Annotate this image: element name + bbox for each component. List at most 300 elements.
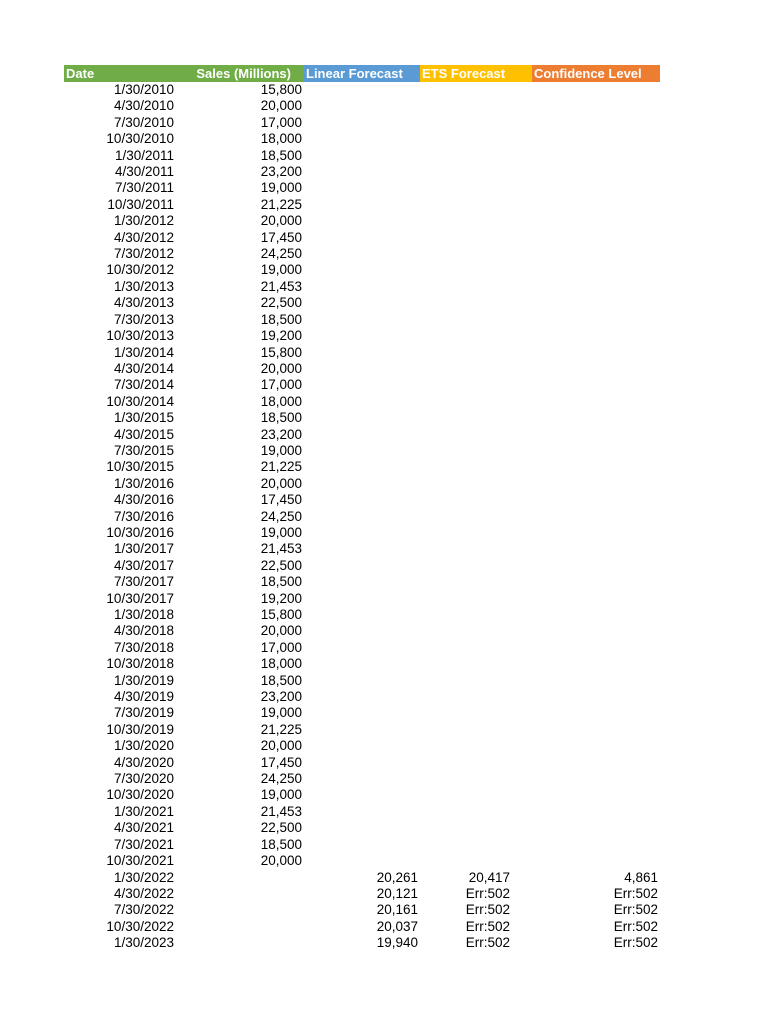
cell-ets-forecast[interactable]: Err:502 (465, 935, 510, 951)
cell-confidence-level[interactable] (532, 427, 660, 443)
cell-date[interactable]: 4/30/2019 (113, 689, 174, 705)
cell-linear-forecast[interactable] (304, 771, 420, 787)
cell-date[interactable]: 1/30/2015 (113, 410, 174, 426)
header-ets-forecast[interactable]: ETS Forecast (420, 65, 532, 82)
cell-sales[interactable]: 19,000 (260, 262, 302, 278)
cell-confidence-level[interactable] (532, 262, 660, 278)
cell-date[interactable]: 1/30/2011 (114, 147, 174, 163)
header-linear-forecast[interactable]: Linear Forecast (304, 65, 420, 82)
cell-ets-forecast[interactable] (420, 705, 532, 721)
cell-ets-forecast[interactable] (420, 771, 532, 787)
cell-ets-forecast[interactable] (420, 98, 532, 114)
cell-sales[interactable]: 17,000 (260, 639, 302, 655)
cell-sales[interactable]: 24,250 (260, 246, 302, 262)
cell-linear-forecast[interactable] (304, 459, 420, 475)
cell-linear-forecast[interactable] (304, 673, 420, 689)
cell-date[interactable]: 4/30/2022 (113, 885, 174, 901)
cell-linear-forecast[interactable] (304, 443, 420, 459)
cell-linear-forecast[interactable] (304, 148, 420, 164)
cell-confidence-level[interactable]: Err:502 (613, 902, 658, 918)
cell-linear-forecast[interactable] (304, 705, 420, 721)
cell-date[interactable]: 4/30/2013 (113, 295, 174, 311)
cell-sales[interactable]: 20,000 (260, 98, 302, 114)
cell-confidence-level[interactable] (532, 410, 660, 426)
cell-date[interactable]: 1/30/2018 (113, 607, 174, 622)
table-row (64, 295, 660, 311)
table-row (64, 180, 660, 196)
cell-linear-forecast[interactable]: 20,037 (376, 918, 418, 934)
cell-confidence-level[interactable] (532, 230, 660, 246)
cell-ets-forecast[interactable] (420, 230, 532, 246)
cell-linear-forecast[interactable] (304, 312, 420, 328)
cell-confidence-level[interactable] (532, 656, 660, 672)
cell-linear-forecast[interactable] (304, 820, 420, 836)
cell-sales[interactable]: 20,000 (260, 360, 302, 376)
cell-confidence-level[interactable] (532, 361, 660, 377)
cell-date[interactable]: 7/30/2011 (114, 180, 174, 196)
cell-linear-forecast[interactable] (304, 837, 420, 853)
cell-confidence-level[interactable] (532, 722, 660, 738)
cell-linear-forecast[interactable] (304, 574, 420, 590)
cell-sales[interactable]: 19,000 (260, 442, 302, 458)
cell-confidence-level[interactable] (532, 164, 660, 180)
cell-sales[interactable] (176, 886, 304, 902)
cell-linear-forecast[interactable] (304, 230, 420, 246)
header-sales[interactable]: Sales (Millions) (176, 65, 304, 82)
cell-date[interactable]: 10/30/2020 (106, 787, 174, 803)
cell-sales[interactable]: 19,200 (260, 590, 302, 606)
cell-date[interactable]: 7/30/2018 (113, 639, 174, 655)
cell-ets-forecast[interactable] (420, 115, 532, 131)
cell-confidence-level[interactable] (532, 197, 660, 213)
cell-linear-forecast[interactable] (304, 607, 420, 623)
cell-confidence-level[interactable] (532, 131, 660, 147)
cell-date[interactable]: 4/30/2012 (113, 229, 174, 245)
cell-ets-forecast[interactable]: Err:502 (465, 885, 510, 901)
cell-sales[interactable]: 22,500 (260, 557, 302, 573)
cell-date[interactable]: 7/30/2017 (113, 574, 174, 590)
cell-sales[interactable]: 22,500 (260, 820, 302, 836)
cell-confidence-level[interactable] (532, 771, 660, 787)
table-row (64, 262, 660, 278)
cell-sales[interactable]: 21,453 (260, 541, 302, 557)
cell-date[interactable]: 4/30/2011 (114, 164, 174, 180)
cell-ets-forecast[interactable] (420, 837, 532, 853)
cell-date[interactable]: 1/30/2013 (113, 278, 174, 294)
cell-sales[interactable]: 23,200 (260, 689, 302, 705)
cell-date[interactable]: 10/30/2010 (106, 131, 174, 147)
table-row (64, 98, 660, 114)
cell-sales[interactable]: 21,225 (260, 459, 302, 475)
cell-ets-forecast[interactable] (420, 394, 532, 410)
cell-date[interactable]: 1/30/2014 (113, 344, 174, 360)
cell-date[interactable]: 7/30/2016 (113, 508, 174, 524)
table-row (64, 787, 660, 803)
cell-linear-forecast[interactable] (304, 787, 420, 803)
cell-confidence-level[interactable] (532, 148, 660, 164)
cell-linear-forecast[interactable] (304, 361, 420, 377)
cell-linear-forecast[interactable] (304, 689, 420, 705)
cell-linear-forecast[interactable]: 19,940 (376, 935, 418, 951)
cell-sales[interactable]: 20,000 (260, 213, 302, 229)
cell-date[interactable]: 4/30/2021 (113, 820, 174, 836)
cell-ets-forecast[interactable] (420, 295, 532, 311)
cell-ets-forecast[interactable] (420, 591, 532, 607)
cell-confidence-level[interactable] (532, 459, 660, 475)
cell-linear-forecast[interactable] (304, 82, 420, 98)
cell-ets-forecast[interactable]: 20,417 (468, 869, 510, 885)
cell-sales[interactable]: 21,225 (260, 721, 302, 737)
cell-sales[interactable]: 18,500 (260, 574, 302, 590)
cell-ets-forecast[interactable] (420, 853, 532, 869)
cell-date[interactable]: 4/30/2014 (113, 360, 174, 376)
table-row (64, 492, 660, 508)
cell-confidence-level[interactable] (532, 705, 660, 721)
cell-ets-forecast[interactable] (420, 82, 532, 98)
cell-linear-forecast[interactable] (304, 98, 420, 114)
table-row (64, 377, 660, 393)
cell-linear-forecast[interactable] (304, 591, 420, 607)
cell-ets-forecast[interactable] (420, 640, 532, 656)
cell-date[interactable]: 4/30/2020 (113, 754, 174, 770)
cell-confidence-level[interactable] (532, 607, 660, 623)
table-row (64, 82, 660, 98)
cell-confidence-level[interactable] (532, 115, 660, 131)
cell-date[interactable]: 1/30/2017 (113, 541, 174, 557)
forecast-table (64, 65, 660, 952)
cell-confidence-level[interactable] (532, 213, 660, 229)
cell-date[interactable]: 1/30/2010 (113, 82, 174, 97)
cell-linear-forecast[interactable] (304, 115, 420, 131)
cell-sales[interactable]: 15,800 (260, 82, 302, 97)
cell-date[interactable]: 10/30/2012 (106, 262, 174, 278)
cell-ets-forecast[interactable] (420, 164, 532, 180)
cell-linear-forecast[interactable]: 20,121 (376, 885, 418, 901)
cell-sales[interactable]: 24,250 (260, 771, 302, 787)
cell-date[interactable]: 10/30/2018 (106, 656, 174, 672)
table-row (64, 673, 660, 689)
cell-confidence-level[interactable] (532, 689, 660, 705)
cell-ets-forecast[interactable] (420, 673, 532, 689)
table-row (64, 837, 660, 853)
cell-sales[interactable]: 23,200 (260, 426, 302, 442)
table-row (64, 722, 660, 738)
cell-confidence-level[interactable] (532, 820, 660, 836)
cell-date[interactable]: 10/30/2017 (106, 590, 174, 606)
cell-confidence-level[interactable] (532, 738, 660, 754)
cell-date[interactable]: 1/30/2021 (113, 803, 174, 819)
cell-confidence-level[interactable] (532, 525, 660, 541)
cell-sales[interactable]: 21,453 (260, 278, 302, 294)
cell-date[interactable]: 7/30/2019 (113, 705, 174, 721)
cell-sales[interactable]: 21,225 (260, 196, 302, 212)
cell-date[interactable]: 1/30/2019 (113, 672, 174, 688)
cell-ets-forecast[interactable] (420, 345, 532, 361)
cell-linear-forecast[interactable] (304, 525, 420, 541)
cell-ets-forecast[interactable] (420, 509, 532, 525)
cell-date[interactable]: 4/30/2018 (113, 623, 174, 639)
table-row (64, 279, 660, 295)
table-row (64, 148, 660, 164)
cell-confidence-level[interactable] (532, 246, 660, 262)
cell-confidence-level[interactable] (532, 394, 660, 410)
cell-linear-forecast[interactable] (304, 345, 420, 361)
cell-sales[interactable]: 18,500 (260, 311, 302, 327)
cell-date[interactable]: 10/30/2014 (106, 393, 174, 409)
cell-confidence-level[interactable] (532, 574, 660, 590)
cell-sales[interactable] (176, 902, 304, 918)
cell-date[interactable]: 7/30/2021 (113, 836, 174, 852)
cell-ets-forecast[interactable] (420, 427, 532, 443)
table-row (64, 312, 660, 328)
cell-ets-forecast[interactable] (420, 443, 532, 459)
cell-sales[interactable]: 18,500 (260, 672, 302, 688)
cell-date[interactable]: 10/30/2011 (107, 196, 174, 212)
cell-ets-forecast[interactable] (420, 558, 532, 574)
cell-ets-forecast[interactable]: Err:502 (465, 918, 510, 934)
cell-confidence-level[interactable] (532, 476, 660, 492)
cell-date[interactable]: 7/30/2022 (113, 902, 174, 918)
cell-ets-forecast[interactable] (420, 656, 532, 672)
cell-sales[interactable]: 17,450 (260, 229, 302, 245)
cell-linear-forecast[interactable] (304, 164, 420, 180)
cell-ets-forecast[interactable] (420, 459, 532, 475)
cell-sales[interactable]: 24,250 (260, 508, 302, 524)
cell-linear-forecast[interactable] (304, 722, 420, 738)
cell-sales[interactable]: 20,000 (260, 623, 302, 639)
cell-date[interactable]: 1/30/2012 (113, 213, 174, 229)
cell-linear-forecast[interactable] (304, 541, 420, 557)
cell-sales[interactable]: 20,000 (260, 853, 302, 869)
cell-confidence-level[interactable] (532, 509, 660, 525)
cell-date[interactable]: 4/30/2015 (113, 426, 174, 442)
cell-confidence-level[interactable] (532, 82, 660, 98)
cell-sales[interactable]: 17,450 (260, 492, 302, 508)
table-row (64, 164, 660, 180)
cell-date[interactable]: 10/30/2013 (106, 328, 174, 344)
cell-ets-forecast[interactable] (420, 607, 532, 623)
cell-linear-forecast[interactable] (304, 640, 420, 656)
cell-ets-forecast[interactable] (420, 820, 532, 836)
cell-linear-forecast[interactable] (304, 755, 420, 771)
header-date[interactable]: Date (64, 65, 176, 82)
cell-sales[interactable]: 20,000 (260, 738, 302, 754)
cell-date[interactable]: 7/30/2012 (113, 246, 174, 262)
cell-confidence-level[interactable] (532, 279, 660, 295)
cell-linear-forecast[interactable]: 20,161 (376, 902, 418, 918)
cell-ets-forecast[interactable] (420, 623, 532, 639)
cell-sales[interactable] (176, 935, 304, 951)
cell-confidence-level[interactable] (532, 623, 660, 639)
cell-ets-forecast[interactable] (420, 689, 532, 705)
cell-confidence-level[interactable] (532, 787, 660, 803)
cell-confidence-level[interactable]: Err:502 (613, 935, 658, 951)
cell-linear-forecast[interactable] (304, 377, 420, 393)
cell-ets-forecast[interactable] (420, 279, 532, 295)
cell-ets-forecast[interactable] (420, 361, 532, 377)
cell-linear-forecast[interactable] (304, 213, 420, 229)
cell-date[interactable]: 7/30/2013 (113, 311, 174, 327)
cell-ets-forecast[interactable] (420, 804, 532, 820)
cell-date[interactable]: 7/30/2015 (113, 442, 174, 458)
cell-linear-forecast[interactable] (304, 427, 420, 443)
cell-ets-forecast[interactable] (420, 312, 532, 328)
cell-confidence-level[interactable] (532, 180, 660, 196)
table-row (64, 689, 660, 705)
cell-sales[interactable]: 21,453 (260, 803, 302, 819)
cell-sales[interactable]: 17,000 (260, 114, 302, 130)
cell-linear-forecast[interactable] (304, 295, 420, 311)
cell-linear-forecast[interactable] (304, 804, 420, 820)
cell-sales[interactable]: 17,000 (260, 377, 302, 393)
cell-linear-forecast[interactable] (304, 853, 420, 869)
header-confidence-level[interactable]: Confidence Level (532, 65, 660, 82)
cell-linear-forecast[interactable] (304, 509, 420, 525)
cell-sales[interactable]: 19,200 (260, 328, 302, 344)
cell-linear-forecast[interactable] (304, 394, 420, 410)
cell-ets-forecast[interactable] (420, 213, 532, 229)
table-body (64, 82, 660, 952)
cell-ets-forecast[interactable] (420, 148, 532, 164)
cell-linear-forecast[interactable] (304, 197, 420, 213)
cell-confidence-level[interactable] (532, 640, 660, 656)
cell-linear-forecast[interactable] (304, 558, 420, 574)
table-row (64, 541, 660, 557)
cell-sales[interactable]: 20,000 (260, 475, 302, 491)
cell-ets-forecast[interactable]: Err:502 (465, 902, 510, 918)
cell-date[interactable]: 4/30/2017 (113, 557, 174, 573)
table-row (64, 935, 660, 951)
cell-confidence-level[interactable] (532, 295, 660, 311)
cell-ets-forecast[interactable] (420, 525, 532, 541)
cell-confidence-level[interactable] (532, 345, 660, 361)
cell-linear-forecast[interactable]: 20,261 (376, 869, 418, 885)
table-row (64, 361, 660, 377)
cell-ets-forecast[interactable] (420, 131, 532, 147)
cell-linear-forecast[interactable] (304, 279, 420, 295)
cell-confidence-level[interactable] (532, 443, 660, 459)
cell-ets-forecast[interactable] (420, 574, 532, 590)
cell-ets-forecast[interactable] (420, 541, 532, 557)
cell-confidence-level[interactable] (532, 541, 660, 557)
cell-ets-forecast[interactable] (420, 262, 532, 278)
cell-date[interactable]: 7/30/2020 (113, 771, 174, 787)
cell-confidence-level[interactable] (532, 755, 660, 771)
cell-ets-forecast[interactable] (420, 180, 532, 196)
cell-sales[interactable]: 22,500 (260, 295, 302, 311)
cell-confidence-level[interactable]: Err:502 (613, 885, 658, 901)
cell-linear-forecast[interactable] (304, 738, 420, 754)
cell-date[interactable]: 10/30/2015 (106, 459, 174, 475)
table-row (64, 870, 660, 886)
cell-linear-forecast[interactable] (304, 656, 420, 672)
table-row (64, 640, 660, 656)
cell-ets-forecast[interactable] (420, 738, 532, 754)
cell-linear-forecast[interactable] (304, 131, 420, 147)
cell-confidence-level[interactable] (532, 312, 660, 328)
cell-linear-forecast[interactable] (304, 246, 420, 262)
header-row (64, 65, 660, 82)
cell-date[interactable]: 10/30/2016 (106, 524, 174, 540)
cell-sales[interactable] (176, 870, 304, 886)
cell-date[interactable]: 7/30/2010 (113, 114, 174, 130)
cell-sales[interactable]: 17,450 (260, 754, 302, 770)
cell-linear-forecast[interactable] (304, 476, 420, 492)
cell-ets-forecast[interactable] (420, 328, 532, 344)
cell-linear-forecast[interactable] (304, 410, 420, 426)
cell-confidence-level[interactable]: Err:502 (613, 918, 658, 934)
table-row (64, 591, 660, 607)
cell-ets-forecast[interactable] (420, 722, 532, 738)
cell-ets-forecast[interactable] (420, 246, 532, 262)
cell-sales[interactable] (176, 919, 304, 935)
cell-sales[interactable]: 19,000 (260, 705, 302, 721)
cell-date[interactable]: 1/30/2023 (113, 935, 174, 951)
cell-confidence-level[interactable] (532, 558, 660, 574)
cell-confidence-level[interactable] (532, 853, 660, 869)
cell-confidence-level[interactable]: 4,861 (624, 869, 658, 885)
cell-sales[interactable]: 23,200 (260, 164, 302, 180)
cell-linear-forecast[interactable] (304, 492, 420, 508)
cell-date[interactable]: 1/30/2022 (113, 869, 174, 885)
cell-sales[interactable]: 19,000 (260, 787, 302, 803)
cell-confidence-level[interactable] (532, 492, 660, 508)
cell-sales[interactable]: 15,800 (260, 344, 302, 360)
cell-confidence-level[interactable] (532, 377, 660, 393)
cell-ets-forecast[interactable] (420, 410, 532, 426)
cell-ets-forecast[interactable] (420, 476, 532, 492)
cell-date[interactable]: 1/30/2020 (113, 738, 174, 754)
cell-sales[interactable]: 19,000 (260, 524, 302, 540)
cell-linear-forecast[interactable] (304, 328, 420, 344)
cell-ets-forecast[interactable] (420, 377, 532, 393)
cell-sales[interactable]: 18,000 (260, 131, 302, 147)
cell-confidence-level[interactable] (532, 591, 660, 607)
cell-sales[interactable]: 18,500 (260, 836, 302, 852)
cell-date[interactable]: 7/30/2014 (113, 377, 174, 393)
cell-ets-forecast[interactable] (420, 197, 532, 213)
cell-ets-forecast[interactable] (420, 755, 532, 771)
cell-date[interactable]: 10/30/2021 (106, 853, 174, 869)
cell-ets-forecast[interactable] (420, 492, 532, 508)
cell-linear-forecast[interactable] (304, 623, 420, 639)
cell-linear-forecast[interactable] (304, 262, 420, 278)
cell-confidence-level[interactable] (532, 804, 660, 820)
cell-date[interactable]: 4/30/2016 (113, 492, 174, 508)
cell-sales[interactable]: 15,800 (260, 607, 302, 622)
cell-confidence-level[interactable] (532, 837, 660, 853)
table-row (64, 345, 660, 361)
cell-linear-forecast[interactable] (304, 180, 420, 196)
cell-confidence-level[interactable] (532, 98, 660, 114)
cell-sales[interactable]: 18,500 (260, 147, 302, 163)
table-row (64, 804, 660, 820)
table-row (64, 738, 660, 754)
cell-confidence-level[interactable] (532, 328, 660, 344)
cell-sales[interactable]: 19,000 (260, 180, 302, 196)
cell-confidence-level[interactable] (532, 673, 660, 689)
cell-sales[interactable]: 18,500 (260, 410, 302, 426)
cell-date[interactable]: 1/30/2016 (113, 475, 174, 491)
table-row (64, 394, 660, 410)
cell-sales[interactable]: 18,000 (260, 656, 302, 672)
cell-sales[interactable]: 18,000 (260, 393, 302, 409)
cell-date[interactable]: 4/30/2010 (113, 98, 174, 114)
cell-date[interactable]: 10/30/2019 (106, 721, 174, 737)
cell-ets-forecast[interactable] (420, 787, 532, 803)
table-row (64, 509, 660, 525)
cell-date[interactable]: 10/30/2022 (106, 918, 174, 934)
